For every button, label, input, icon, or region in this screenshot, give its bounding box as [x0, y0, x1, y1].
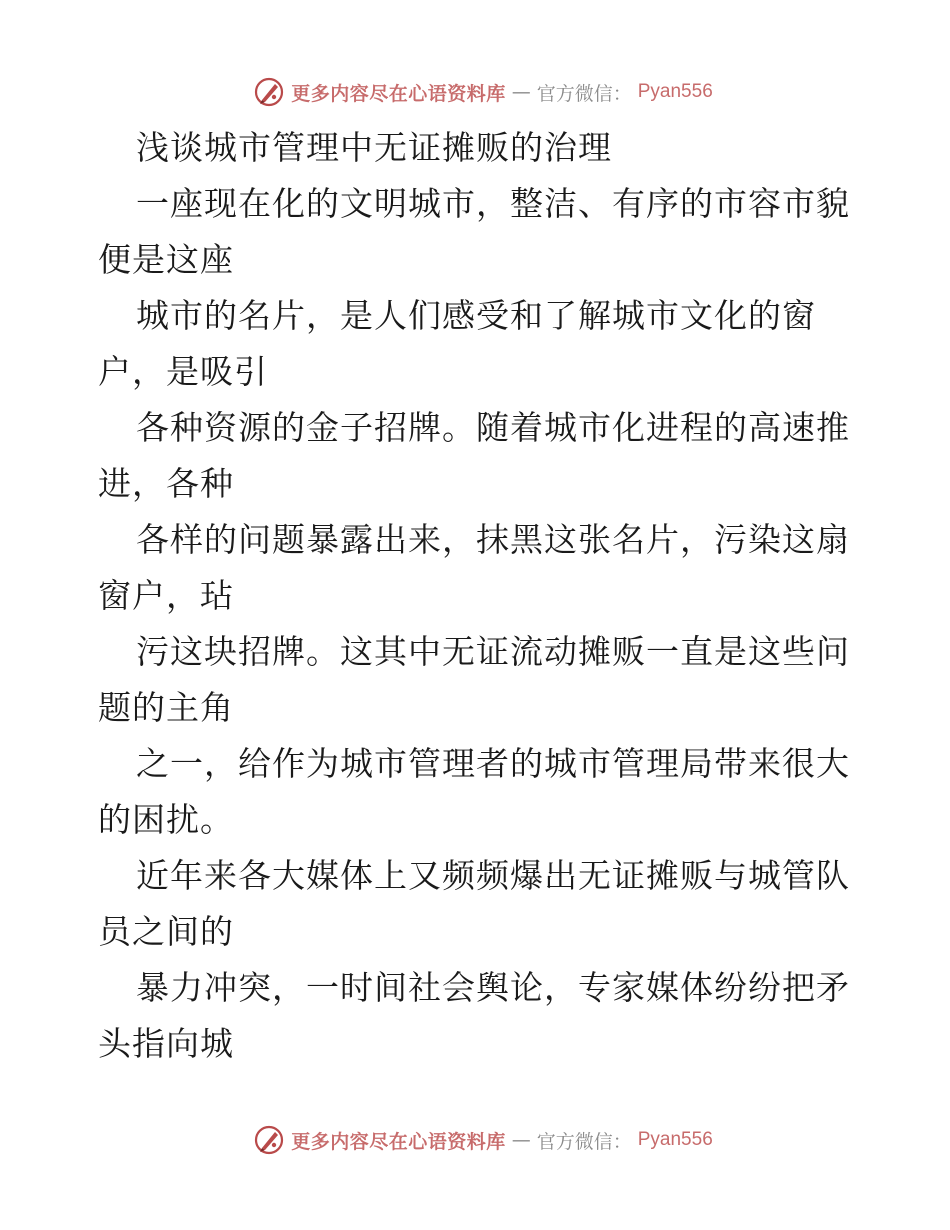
- text-line: 一座现在化的文明城市，整洁、有序的市容市貌: [136, 184, 850, 223]
- banner-separator: —: [511, 81, 531, 103]
- text-line: 题的主角: [98, 688, 234, 727]
- text-line: 近年来各大媒体上又频频爆出无证摊贩与城管队: [136, 856, 850, 895]
- text-line: 各样的问题暴露出来，抹黑这张名片，污染这扇: [136, 520, 850, 559]
- text-line: 窗户，玷: [98, 576, 234, 615]
- banner-contact-id: Pyan556: [637, 81, 713, 102]
- quill-logo-icon: [253, 76, 285, 108]
- banner-contact-label: 官方微信：: [536, 82, 632, 105]
- text-line: 暴力冲突，一时间社会舆论，专家媒体纷纷把矛: [136, 968, 850, 1007]
- text-line: 各种资源的金子招牌。随着城市化进程的高速推: [136, 408, 850, 447]
- document-body: [98, 120, 858, 1072]
- footer-contact-id: Pyan556: [637, 1129, 713, 1150]
- text-line: 头指向城: [98, 1024, 234, 1063]
- text-line: 城市的名片，是人们感受和了解城市文化的窗: [136, 296, 816, 335]
- footer-banner: [0, 1120, 950, 1160]
- footer-contact-label: 官方微信：: [536, 1130, 632, 1153]
- header-banner: [0, 72, 950, 112]
- text-line: 便是这座: [98, 240, 234, 279]
- text-line: 污这块招牌。这其中无证流动摊贩一直是这些问: [136, 632, 850, 671]
- quill-logo-icon: [253, 1124, 285, 1156]
- text-line: 之一，给作为城市管理者的城市管理局带来很大: [136, 744, 850, 783]
- footer-separator: —: [511, 1129, 531, 1151]
- text-line: 户，是吸引: [98, 352, 268, 391]
- text-line: 的困扰。: [98, 800, 234, 839]
- footer-slogan: 更多内容尽在心语资料库: [291, 1130, 506, 1153]
- header-banner-content: [253, 76, 713, 108]
- document-title: 浅谈城市管理中无证摊贩的治理: [136, 128, 612, 167]
- text-line: 进，各种: [98, 464, 234, 503]
- text-line: 员之间的: [98, 912, 234, 951]
- footer-banner-content: [253, 1124, 713, 1156]
- banner-slogan: 更多内容尽在心语资料库: [291, 82, 506, 105]
